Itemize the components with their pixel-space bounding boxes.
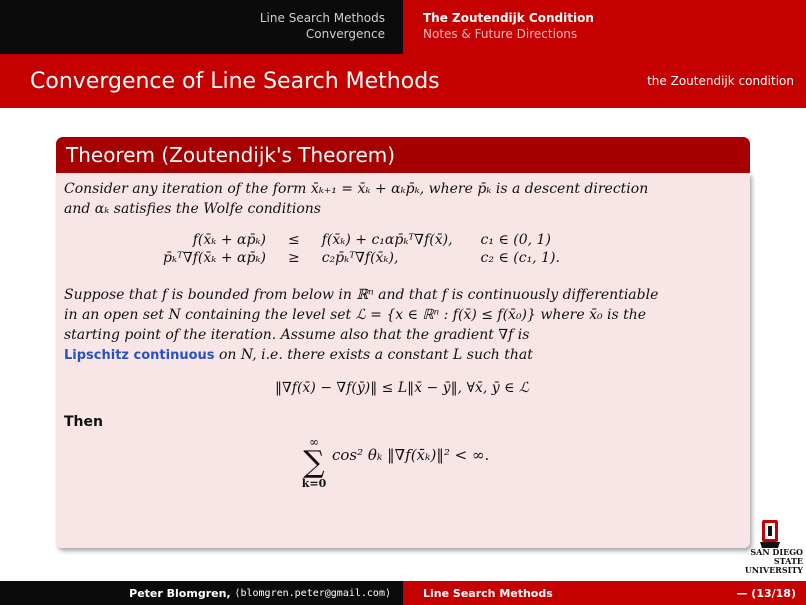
nav-link-notes-future-directions[interactable]: Notes & Future Directions [423, 27, 578, 41]
wolfe-relation: ≤ [287, 232, 300, 248]
university-name [733, 548, 803, 575]
university-name-line-2: UNIVERSITY [744, 565, 803, 575]
author-email: ⟨blomgren.peter@gmail.com⟩ [234, 587, 391, 599]
sum-expression: cos² θₖ ‖∇f(x̄ₖ)‖² < ∞. [332, 446, 490, 464]
wolfe-constant-range: c₁ ∈ (0, 1) [480, 232, 551, 248]
suppose-line-3: starting point of the iteration. Assume also that the gradient ∇f is [64, 327, 530, 343]
summation [299, 436, 329, 490]
slide-title: Convergence of Line Search Methods [30, 68, 440, 94]
wolfe-rhs: f(x̄ₖ) + c₁αp̄ₖᵀ∇f(x̄), [321, 232, 453, 248]
nav-link-convergence[interactable]: Convergence [305, 27, 385, 41]
sum-symbol: ∑ [303, 445, 325, 480]
lipschitz-continuous-link[interactable]: Lipschitz continuous [64, 348, 215, 363]
theorem-body [56, 173, 750, 548]
author-name: Peter Blomgren, [129, 586, 231, 600]
wolfe-lhs: p̄ₖᵀ∇f(x̄ₖ + αp̄ₖ) [163, 250, 266, 266]
footer-section [403, 581, 806, 605]
nav-section-right [403, 0, 806, 54]
lipschitz-equation: ‖∇f(x̄) − ∇f(ȳ)‖ ≤ L‖x̄ − ȳ‖, ∀x̄, ȳ ∈ ℒ [275, 380, 529, 396]
nav-section-left [0, 0, 403, 54]
suppose-line-4-text: on N, i.e. there exists a constant L such that [214, 347, 533, 363]
theorem-intro-line-1: Consider any iteration of the form x̄ₖ₊₁ = x̄ₖ + αₖp̄ₖ, where p̄ₖ is a descent direction [64, 181, 649, 197]
sum-upper-limit: ∞ [309, 435, 319, 449]
slide-footer [0, 581, 806, 605]
wolfe-constant-range: c₂ ∈ (c₁, 1). [480, 250, 560, 266]
wolfe-condition-row [159, 249, 564, 267]
nav-link-line-search-methods[interactable]: Line Search Methods [259, 11, 385, 25]
theorem-intro-line-2: and αₖ satisfies the Wolfe conditions [64, 201, 321, 217]
footer-section-title[interactable]: Line Search Methods [423, 586, 553, 600]
sum-lower-limit: k=0 [301, 477, 327, 490]
wolfe-conditions [159, 231, 564, 267]
then-label: Then [64, 414, 103, 430]
suppose-line-4 [64, 345, 740, 366]
suppose-line-2: in an open set N containing the level set ℒ = {x ∈ ℝⁿ : f(x̄) ≤ f(x̄₀)} where x̄₀ is the [64, 307, 647, 323]
university-name-line-1: SAN DIEGO STATE [750, 547, 803, 566]
theorem-heading: Theorem (Zoutendijk's Theorem) [56, 137, 750, 173]
wolfe-condition-row [159, 231, 564, 249]
top-navigation [0, 0, 806, 54]
slide-subtitle: the Zoutendijk condition [647, 74, 794, 88]
wolfe-lhs: f(x̄ₖ + αp̄ₖ) [192, 232, 266, 248]
theorem-block [56, 137, 750, 548]
zoutendijk-sum [64, 432, 740, 492]
nav-link-zoutendijk-condition[interactable]: The Zoutendijk Condition [423, 11, 594, 25]
footer-author [0, 581, 403, 605]
wolfe-relation: ≥ [287, 250, 300, 266]
slide-title-bar [0, 54, 806, 108]
suppose-line-1: Suppose that f is bounded from below in ℝⁿ and that f is continuously differentiable [64, 287, 659, 303]
page-number: — (13/18) [736, 586, 796, 600]
wolfe-rhs: c₂p̄ₖᵀ∇f(x̄ₖ), [321, 250, 399, 266]
